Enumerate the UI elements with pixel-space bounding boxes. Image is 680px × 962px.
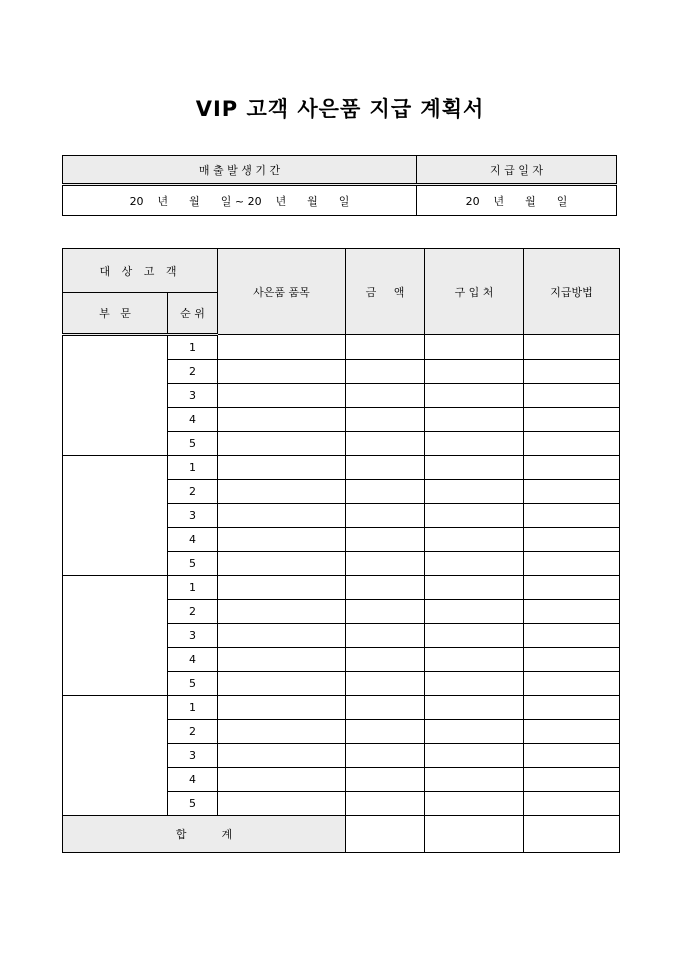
department-cell[interactable]	[63, 696, 168, 816]
rank-cell: 1	[168, 456, 218, 480]
vendor-cell[interactable]	[425, 768, 524, 792]
gift-item-cell[interactable]	[218, 624, 346, 648]
department-header: 부 문	[63, 293, 168, 335]
vendor-cell[interactable]	[425, 648, 524, 672]
rank-cell: 3	[168, 504, 218, 528]
vendor-cell[interactable]	[425, 480, 524, 504]
vendor-cell[interactable]	[425, 504, 524, 528]
vendor-cell[interactable]	[425, 335, 524, 360]
amount-cell[interactable]	[346, 648, 425, 672]
gift-item-cell[interactable]	[218, 456, 346, 480]
total-label: 합 계	[63, 816, 346, 853]
payment-method-header: 지급방법	[524, 249, 620, 335]
payment-method-cell[interactable]	[524, 792, 620, 816]
vendor-cell[interactable]	[425, 696, 524, 720]
vendor-cell[interactable]	[425, 432, 524, 456]
sales-period-field[interactable]: 20 년 월 일 ~ 20 년 월 일	[63, 185, 417, 216]
department-cell[interactable]	[63, 576, 168, 696]
vendor-cell[interactable]	[425, 528, 524, 552]
gift-item-cell[interactable]	[218, 360, 346, 384]
info-table	[62, 155, 617, 216]
rank-cell: 4	[168, 648, 218, 672]
gift-item-cell[interactable]	[218, 576, 346, 600]
payment-method-cell[interactable]	[524, 744, 620, 768]
vendor-cell[interactable]	[425, 552, 524, 576]
gift-item-cell[interactable]	[218, 384, 346, 408]
payment-method-cell[interactable]	[524, 600, 620, 624]
rank-cell: 2	[168, 480, 218, 504]
amount-cell[interactable]	[346, 672, 425, 696]
vendor-cell[interactable]	[425, 576, 524, 600]
vendor-cell[interactable]	[425, 384, 524, 408]
gift-item-cell[interactable]	[218, 768, 346, 792]
gift-item-cell[interactable]	[218, 552, 346, 576]
payment-method-cell[interactable]	[524, 360, 620, 384]
gift-item-cell[interactable]	[218, 432, 346, 456]
amount-cell[interactable]	[346, 552, 425, 576]
rank-cell: 3	[168, 384, 218, 408]
amount-cell[interactable]	[346, 360, 425, 384]
amount-cell[interactable]	[346, 528, 425, 552]
amount-cell[interactable]	[346, 696, 425, 720]
rank-cell: 1	[168, 335, 218, 360]
rank-cell: 4	[168, 408, 218, 432]
sales-period-header: 매 출 발 생 기 간	[63, 156, 417, 185]
table-row	[63, 335, 620, 360]
total-row	[63, 816, 620, 853]
vendor-cell[interactable]	[425, 600, 524, 624]
total-amount-cell[interactable]	[346, 816, 425, 853]
rank-cell: 5	[168, 432, 218, 456]
payment-method-cell[interactable]	[524, 408, 620, 432]
gift-item-cell[interactable]	[218, 720, 346, 744]
payment-date-header: 지 급 일 자	[417, 156, 617, 185]
amount-cell[interactable]	[346, 600, 425, 624]
amount-cell[interactable]	[346, 384, 425, 408]
vendor-cell[interactable]	[425, 624, 524, 648]
payment-method-cell[interactable]	[524, 480, 620, 504]
payment-method-cell[interactable]	[524, 384, 620, 408]
rank-cell: 4	[168, 528, 218, 552]
vendor-cell[interactable]	[425, 792, 524, 816]
amount-cell[interactable]	[346, 576, 425, 600]
rank-cell: 5	[168, 672, 218, 696]
payment-method-cell[interactable]	[524, 504, 620, 528]
gift-item-cell[interactable]	[218, 504, 346, 528]
gift-item-cell[interactable]	[218, 408, 346, 432]
amount-cell[interactable]	[346, 624, 425, 648]
gift-item-cell[interactable]	[218, 744, 346, 768]
amount-cell[interactable]	[346, 480, 425, 504]
gift-item-header: 사은품 품목	[218, 249, 346, 335]
gift-item-cell[interactable]	[218, 672, 346, 696]
rank-cell: 2	[168, 360, 218, 384]
amount-cell[interactable]	[346, 504, 425, 528]
payment-method-cell[interactable]	[524, 648, 620, 672]
amount-cell[interactable]	[346, 432, 425, 456]
rank-cell: 2	[168, 720, 218, 744]
amount-cell[interactable]	[346, 792, 425, 816]
payment-method-cell[interactable]	[524, 696, 620, 720]
payment-method-cell[interactable]	[524, 720, 620, 744]
amount-cell[interactable]	[346, 408, 425, 432]
amount-cell[interactable]	[346, 456, 425, 480]
gift-item-cell[interactable]	[218, 648, 346, 672]
rank-cell: 5	[168, 792, 218, 816]
vendor-cell[interactable]	[425, 672, 524, 696]
department-cell[interactable]	[63, 456, 168, 576]
rank-cell: 1	[168, 576, 218, 600]
table-row	[63, 576, 620, 600]
vendor-header: 구 입 처	[425, 249, 524, 335]
amount-cell[interactable]	[346, 768, 425, 792]
gift-item-cell[interactable]	[218, 696, 346, 720]
vendor-cell[interactable]	[425, 408, 524, 432]
rank-cell: 2	[168, 600, 218, 624]
gift-item-cell[interactable]	[218, 335, 346, 360]
payment-method-cell[interactable]	[524, 432, 620, 456]
gift-item-cell[interactable]	[218, 600, 346, 624]
vendor-cell[interactable]	[425, 744, 524, 768]
amount-cell[interactable]	[346, 720, 425, 744]
gift-item-cell[interactable]	[218, 792, 346, 816]
vendor-cell[interactable]	[425, 360, 524, 384]
payment-method-cell[interactable]	[524, 335, 620, 360]
department-cell[interactable]	[63, 335, 168, 456]
payment-method-cell[interactable]	[524, 768, 620, 792]
rank-cell: 5	[168, 552, 218, 576]
payment-date-field[interactable]: 20 년 월 일	[417, 185, 617, 216]
amount-cell[interactable]	[346, 335, 425, 360]
table-row	[63, 696, 620, 720]
total-method-cell[interactable]	[524, 816, 620, 853]
payment-method-cell[interactable]	[524, 552, 620, 576]
target-customer-header: 대 상 고 객	[63, 249, 218, 293]
table-row	[63, 456, 620, 480]
amount-header: 금 액	[346, 249, 425, 335]
vendor-cell[interactable]	[425, 720, 524, 744]
payment-method-cell[interactable]	[524, 672, 620, 696]
page-title: VIP 고객 사은품 지급 계획서	[195, 97, 485, 121]
amount-cell[interactable]	[346, 744, 425, 768]
rank-cell: 4	[168, 768, 218, 792]
payment-method-cell[interactable]	[524, 456, 620, 480]
total-vendor-cell[interactable]	[425, 816, 524, 853]
rank-cell: 1	[168, 696, 218, 720]
payment-method-cell[interactable]	[524, 624, 620, 648]
rank-cell: 3	[168, 744, 218, 768]
gift-item-cell[interactable]	[218, 528, 346, 552]
rank-cell: 3	[168, 624, 218, 648]
gift-item-cell[interactable]	[218, 480, 346, 504]
plan-table	[62, 248, 620, 853]
payment-method-cell[interactable]	[524, 576, 620, 600]
vendor-cell[interactable]	[425, 456, 524, 480]
rank-header: 순 위	[168, 293, 218, 335]
payment-method-cell[interactable]	[524, 528, 620, 552]
